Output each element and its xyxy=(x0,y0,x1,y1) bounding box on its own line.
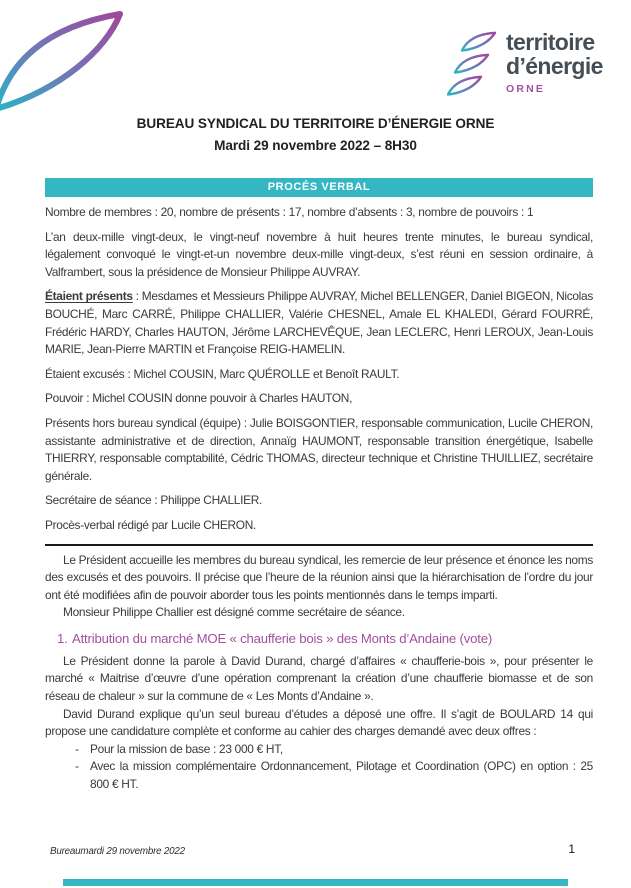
list-item xyxy=(45,741,593,759)
secretary-paragraph: Secrétaire de séance : Philippe CHALLIER. xyxy=(45,493,263,508)
welcome-paragraph: Le Président accueille les membres du bureau syndical, les remercie de leur présence et énonce les noms des excusés et des pouvoirs. Il précise que l’heure de la réunion ainsi que la hiérarchisation de l’ordre du jour ont été modifiées afin de pouvoir aborder tous les points mentionnés dans le temps imparti. xyxy=(45,552,593,602)
dash-marker: - xyxy=(75,759,79,774)
present-label: Étaient présents xyxy=(45,289,133,304)
section1-heading xyxy=(45,630,593,647)
section1-paragraph2: David Durand explique qu’un seul bureau d’études a déposé une offre. Il s’agit de BOULARD 14 qui propose une candidature complète et conforme au cahier des charges demandé avec deux offres : xyxy=(45,706,593,739)
page-number: 1 xyxy=(568,842,575,856)
title-line2: Mardi 29 novembre 2022 – 8H30 xyxy=(214,137,417,153)
writer-paragraph: Procès-verbal rédigé par Lucile CHERON. xyxy=(45,517,257,532)
wordmark-line2: d’énergie xyxy=(506,52,603,79)
document-body xyxy=(45,204,593,794)
staff-paragraph: Présents hors bureau syndical (équipe) : Julie BOISGONTIER, responsable communication, Lucile CHERON, assistante administrative et de direction, Annaïg HAUMONT, responsable transition énergétique, Isabelle THIERRY, responsable comptabilité, Cédric THOMAS, directeur technique et Christine THUILLIEZ, secrétaire générale. xyxy=(45,415,593,483)
list-item xyxy=(45,758,593,793)
title-line1: BUREAU SYNDICAL DU TERRITOIRE D’ÉNERGIE ORNE xyxy=(136,116,495,131)
footer-note: Bureaumardi 29 novembre 2022 xyxy=(50,846,185,857)
leaf-logo-icon xyxy=(0,8,126,112)
section1-title: Attribution du marché MOE « chaufferie bois » des Monts d’Andaine (vote) xyxy=(72,630,493,646)
session-paragraph: L’an deux-mille vingt-deux, le vingt-neuf novembre à huit heures trente minutes, le bureau syndical, légalement convoqué le vingt-et-un novembre deux-mille vingt-deux, s’est réuni en session ordinaire, à Valframbert, sous la présidence de Monsieur Philippe AUVRAY. xyxy=(45,229,593,279)
document-title xyxy=(0,113,631,156)
present-paragraph xyxy=(45,288,593,358)
present-list: : Mesdames et Messieurs Philippe AUVRAY, Michel BELLENGER, Daniel BIGEON, Nicolas BOUCHÉ, Marc CARRÉ, Philippe CHALLIER, Valérie CHESNEL, Amale EL KHALEDI, Gérard FOURRÉ, Frédéric HARDY, Charles HAUTON, Jérôme LARCHEVÊQUE, Jean LECLERC, Henri LEROUX, Jean-Louis MARIE, Jean-Pierre MARTIN et Françoise REIG-HAMELIN. xyxy=(45,289,593,357)
footer-teal-bar xyxy=(63,879,568,886)
proxy-paragraph: Pouvoir : Michel COUSIN donne pouvoir à Charles HAUTON, xyxy=(45,391,353,406)
section1-number: 1. xyxy=(57,630,68,646)
excused-paragraph: Étaient excusés : Michel COUSIN, Marc QUÉROLLE et Benoît RAULT. xyxy=(45,366,400,381)
proces-verbal-banner: PROCÉS VERBAL xyxy=(45,178,593,197)
secretary-designation-paragraph: Monsieur Philippe Challier est désigné comme secrétaire de séance. xyxy=(63,605,405,620)
territoire-energie-logo xyxy=(447,31,603,97)
section-divider xyxy=(45,544,593,546)
section1-paragraph1: Le Président donne la parole à David Durand, chargé d’affaires « chaufferie-bois », pour présenter le marché « Maitrise d’œuvre d’une opération comprenant la création d’une chaufferie biomasse et de son réseau de chaleur » sur la commune de « Les Monts d’Andaine ». xyxy=(45,653,593,704)
triple-leaf-icon xyxy=(447,31,497,97)
attendance-summary: Nombre de membres : 20, nombre de présents : 17, nombre d’absents : 3, nombre de pouvoirs : 1 xyxy=(45,205,534,219)
brand-text xyxy=(506,31,603,97)
list-item-text: Pour la mission de base : 23 000 € HT, xyxy=(90,741,283,756)
region-label: ORNE xyxy=(506,83,546,95)
wordmark-line1: territoire xyxy=(506,29,595,55)
dash-marker: - xyxy=(75,741,79,756)
list-item-text: Avec la mission complémentaire Ordonnancement, Pilotage et Coordination (OPC) en option : 25 800 € HT. xyxy=(90,759,593,792)
